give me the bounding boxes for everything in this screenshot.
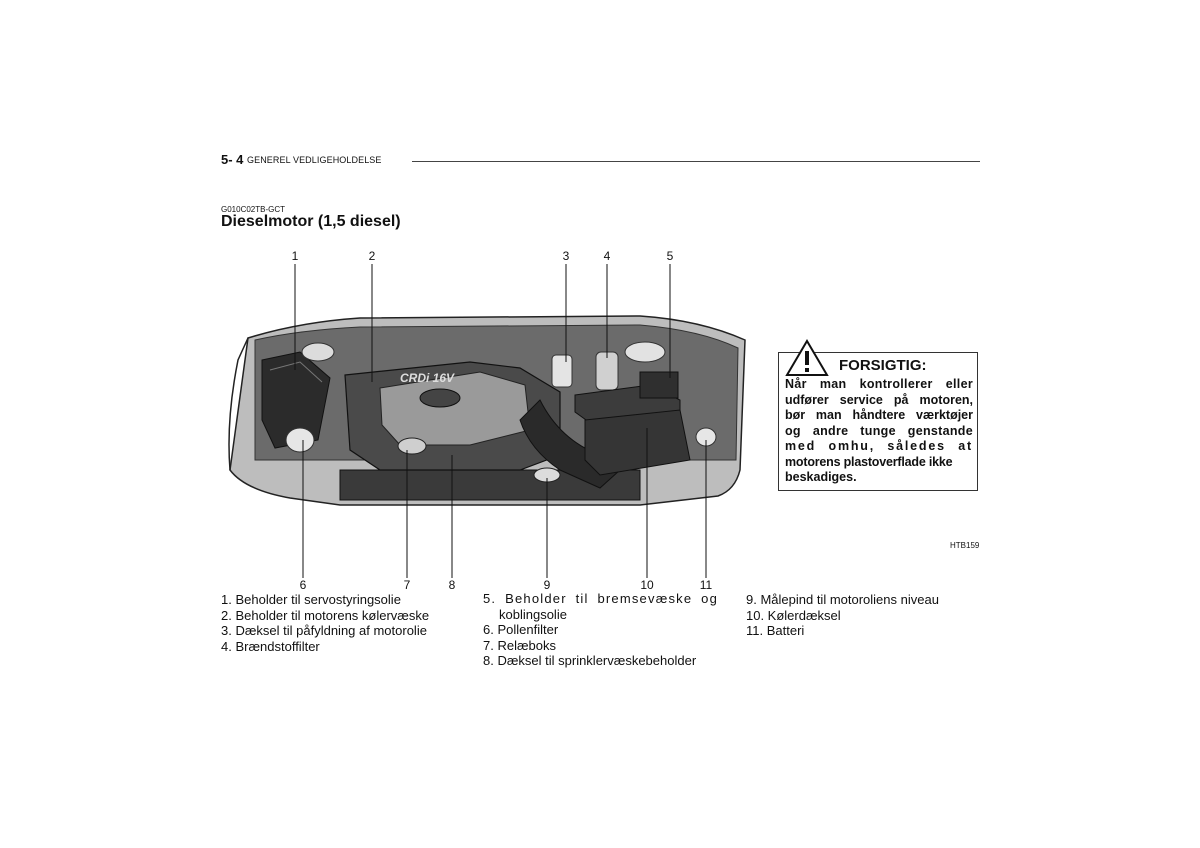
warning-box	[778, 352, 978, 491]
page-number: 5- 4	[221, 152, 244, 167]
page-title: Dieselmotor (1,5 diesel)	[221, 213, 401, 230]
callout-4: 4	[603, 249, 611, 263]
callout-7: 7	[403, 578, 411, 592]
image-code: HTB159	[950, 541, 980, 550]
callout-2: 2	[368, 249, 376, 263]
legend-column-3	[746, 592, 986, 639]
legend-item: 8. Dæksel til sprinklervæskebeholder	[483, 653, 697, 669]
callout-3: 3	[562, 249, 570, 263]
legend-item: 11. Batteri	[746, 623, 805, 639]
callout-10: 10	[640, 578, 654, 592]
legend-item: 9. Målepind til motoroliens niveau	[746, 592, 939, 607]
warning-line: bør man håndtere værktøjer	[785, 408, 973, 422]
legend-item: 5. Beholder til bremsevæske og	[483, 591, 718, 606]
warning-title: FORSIGTIG:	[839, 357, 927, 374]
warning-line: Når man kontrollerer eller	[785, 377, 973, 391]
callout-5: 5	[666, 249, 674, 263]
section-title: GENEREL VEDLIGEHOLDELSE	[247, 155, 382, 165]
legend-column-1	[221, 592, 471, 654]
legend-item: 7. Relæboks	[483, 637, 556, 653]
warning-line: udfører service på motoren,	[785, 392, 973, 407]
legend-item: 6. Pollenfilter	[483, 622, 559, 638]
warning-triangle-icon	[785, 339, 829, 377]
doc-code: G010C02TB-GCT	[221, 205, 286, 214]
legend-item: 2. Beholder til motorens kølervæske	[221, 607, 430, 623]
callout-6: 6	[299, 578, 307, 592]
callout-11: 11	[699, 578, 713, 592]
legend-item: 1. Beholder til servostyringsolie	[221, 592, 401, 607]
legend-item: koblingsolie	[499, 606, 567, 622]
warning-line: beskadiges.	[785, 470, 857, 484]
legend-item: 10. Kølerdæksel	[746, 607, 841, 623]
callout-9: 9	[543, 578, 551, 592]
legend-column-2	[483, 591, 718, 669]
callout-1: 1	[291, 249, 299, 263]
legend-item: 3. Dæksel til påfyldning af motorolie	[221, 623, 427, 639]
callout-8: 8	[448, 578, 456, 592]
warning-line: og andre tunge genstande	[785, 423, 973, 438]
warning-text	[785, 377, 973, 486]
warning-line: motorens plastoverflade ikke	[785, 454, 953, 469]
engine-badge-text: CRDi 16V	[400, 371, 455, 385]
legend-item: 4. Brændstoffilter	[221, 638, 320, 654]
warning-line: med omhu, således at	[785, 439, 973, 453]
